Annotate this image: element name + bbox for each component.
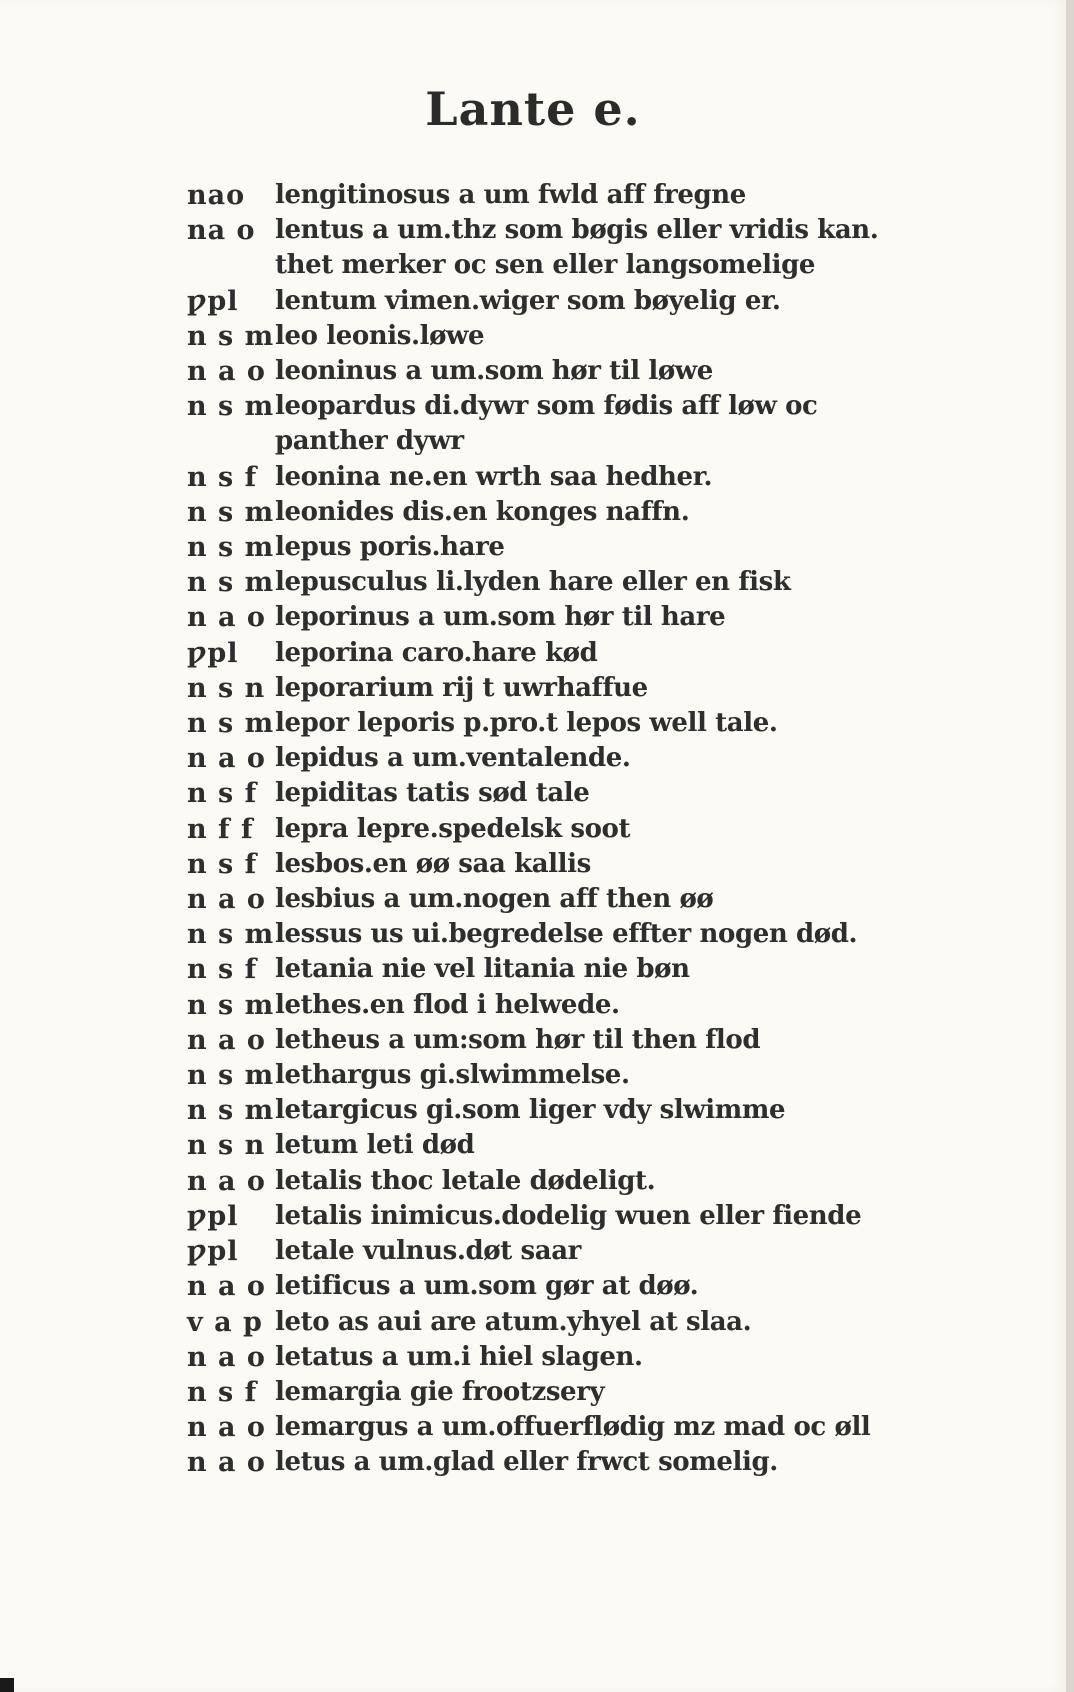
dictionary-entry — [187, 178, 967, 213]
entry-code: n s m — [187, 708, 275, 740]
dictionary-entry — [187, 812, 967, 847]
entry-text — [275, 988, 967, 1023]
dictionary-entry — [187, 1375, 967, 1410]
entry-line: lessus us ui.begredelse effter nogen død. — [275, 919, 858, 950]
entry-line: lesbius a um.nogen aff then øø — [275, 884, 714, 915]
entry-code: n a o — [187, 1271, 266, 1303]
entry-line: leporarium rij t uwrhaffue — [275, 672, 648, 703]
dictionary-entry — [187, 354, 967, 389]
entry-code: n a o — [187, 602, 266, 634]
entry-text — [275, 636, 967, 671]
entry-text — [275, 1164, 967, 1199]
entry-text — [275, 1445, 967, 1480]
entry-text — [275, 1128, 967, 1163]
entry-text — [275, 882, 967, 917]
entry-text — [275, 600, 967, 635]
entry-text — [275, 847, 967, 882]
entry-line: letheus a um:som hør til then flod — [275, 1024, 761, 1055]
entry-line: leonina ne.en wrth saa hedher. — [275, 461, 713, 492]
entry-text — [275, 1410, 967, 1445]
entry-line: lepor leporis p.pro.t lepos well tale. — [275, 708, 778, 739]
dictionary-entry — [187, 636, 967, 671]
entry-line: lentus a um.thz som bøgis eller vridis kan. — [275, 215, 879, 246]
entry-code: ƿpl — [187, 1236, 239, 1268]
dictionary-entry — [187, 776, 967, 811]
entry-code: n s n — [187, 672, 266, 704]
entry-line: lethargus gi.slwimmelse. — [275, 1060, 630, 1091]
dictionary-entry — [187, 284, 967, 319]
entry-line: letalis thoc letale dødeligt. — [275, 1165, 656, 1196]
entry-line: thet merker oc sen eller langsomelige — [275, 250, 816, 281]
entry-text — [275, 178, 967, 213]
dictionary-entries — [187, 178, 967, 1481]
entry-line: lesbos.en øø saa kallis — [275, 848, 591, 879]
entry-text — [275, 354, 967, 389]
entry-line: leto as aui are atum.yhyel at slaa. — [275, 1306, 752, 1337]
entry-code: v a p — [187, 1306, 263, 1338]
dictionary-entry — [187, 1445, 967, 1480]
entry-text — [275, 495, 967, 530]
entry-text — [275, 1305, 967, 1340]
entry-line: lemargia gie frootzsery — [275, 1376, 605, 1407]
dictionary-entry — [187, 1093, 967, 1128]
entry-line: leporina caro.hare kød — [275, 637, 598, 668]
entry-line: lethes.en flod i helwede. — [275, 989, 620, 1020]
entry-code: n s m — [187, 989, 275, 1021]
entry-text — [275, 952, 967, 987]
entry-line: lepiditas tatis sød tale — [275, 778, 590, 809]
entry-code: n s f — [187, 778, 258, 810]
entry-text — [275, 741, 967, 776]
entry-code: n s f — [187, 954, 258, 986]
entry-code: n s f — [187, 848, 258, 880]
dictionary-entry — [187, 1023, 967, 1058]
corner-mark — [0, 1678, 14, 1692]
entry-line: leopardus di.dywr som fødis aff løw oc — [275, 391, 818, 422]
entry-line: leporinus a um.som hør til hare — [275, 602, 726, 633]
entry-text — [275, 1375, 967, 1410]
entry-code: nao — [187, 180, 246, 211]
dictionary-entry — [187, 671, 967, 706]
entry-text — [275, 1093, 967, 1128]
entry-code: n s m — [187, 567, 275, 599]
dictionary-entry — [187, 882, 967, 917]
dictionary-entry — [187, 1234, 967, 1269]
dictionary-entry — [187, 495, 967, 530]
entry-text — [275, 284, 967, 319]
entry-line: lepidus a um.ventalende. — [275, 743, 631, 774]
entry-line: lentum vimen.wiger som bøyelig er. — [275, 285, 781, 316]
entry-code: n a o — [187, 1341, 266, 1373]
dictionary-entry — [187, 1269, 967, 1304]
dictionary-entry — [187, 1305, 967, 1340]
entry-line: leo leonis.løwe — [275, 320, 485, 351]
dictionary-entry — [187, 460, 967, 495]
entry-code: n a o — [187, 1412, 266, 1444]
entry-code: n f f — [187, 813, 254, 845]
entry-code: n a o — [187, 356, 266, 388]
entry-text — [275, 1234, 967, 1269]
entry-line: letatus a um.i hiel slagen. — [275, 1341, 643, 1372]
entry-code: n a o — [187, 1447, 266, 1479]
entry-code: na o — [187, 215, 256, 247]
entry-code: n s m — [187, 320, 275, 352]
entry-text — [275, 1058, 967, 1093]
dictionary-entry — [187, 847, 967, 882]
entry-line: letalis inimicus.dodelig wuen eller fiende — [275, 1200, 862, 1231]
dictionary-entry — [187, 600, 967, 635]
entry-line: lepra lepre.spedelsk soot — [275, 813, 631, 844]
entry-line: lengitinosus a um fwld aff fregne — [275, 180, 746, 210]
dictionary-entry — [187, 741, 967, 776]
entry-line: lepus poris.hare — [275, 532, 505, 563]
entry-text — [275, 389, 967, 459]
dictionary-entry — [187, 988, 967, 1023]
entry-line: letania nie vel litania nie bøn — [275, 954, 690, 985]
entry-code: n s n — [187, 1130, 266, 1162]
entry-code: n s m — [187, 1095, 275, 1127]
entry-text — [275, 1269, 967, 1304]
dictionary-entry — [187, 1128, 967, 1163]
entry-text — [275, 1023, 967, 1058]
entry-text — [275, 671, 967, 706]
entry-code: n a o — [187, 884, 266, 916]
dictionary-entry — [187, 952, 967, 987]
dictionary-entry — [187, 1199, 967, 1234]
page-header: Lante e. — [425, 82, 641, 136]
dictionary-entry — [187, 1058, 967, 1093]
entry-line: leonides dis.en konges naffn. — [275, 496, 690, 527]
dictionary-entry — [187, 917, 967, 952]
entry-line: lepusculus li.lyden hare eller en fisk — [275, 567, 791, 598]
entry-code: n s m — [187, 391, 275, 423]
entry-line: panther dywr — [275, 426, 464, 457]
entry-code: n s f — [187, 461, 258, 493]
entry-code: n a o — [187, 743, 266, 775]
dictionary-entry — [187, 1164, 967, 1199]
entry-line: leoninus a um.som hør til løwe — [275, 356, 713, 387]
dictionary-entry — [187, 530, 967, 565]
dictionary-entry — [187, 213, 967, 283]
entry-code: ƿpl — [187, 1200, 239, 1232]
entry-code: n a o — [187, 1024, 266, 1056]
entry-text — [275, 1340, 967, 1375]
entry-code: n s m — [187, 919, 275, 951]
entry-text — [275, 319, 967, 354]
entry-text — [275, 565, 967, 600]
entry-line: letus a um.glad eller frwct somelig. — [275, 1447, 778, 1478]
entry-text — [275, 530, 967, 565]
entry-line: letum leti død — [275, 1130, 475, 1161]
entry-text — [275, 706, 967, 741]
entry-code: ƿpl — [187, 637, 239, 669]
entry-text — [275, 1199, 967, 1234]
entry-text — [275, 776, 967, 811]
dictionary-entry — [187, 706, 967, 741]
entry-code: n s m — [187, 496, 275, 528]
entry-code: n s m — [187, 1060, 275, 1092]
dictionary-entry — [187, 1410, 967, 1445]
dictionary-entry — [187, 319, 967, 354]
entry-text — [275, 460, 967, 495]
entry-code: n a o — [187, 1165, 266, 1197]
dictionary-entry — [187, 1340, 967, 1375]
dictionary-entry — [187, 565, 967, 600]
entry-line: letargicus gi.som liger vdy slwimme — [275, 1095, 786, 1126]
entry-code: n s f — [187, 1376, 258, 1408]
entry-text — [275, 213, 967, 283]
entry-line: lemargus a um.offuerflødig mz mad oc øll — [275, 1412, 871, 1443]
entry-text — [275, 917, 967, 952]
entry-line: letale vulnus.døt saar — [275, 1236, 581, 1267]
entry-code: ƿpl — [187, 285, 239, 317]
entry-text — [275, 812, 967, 847]
dictionary-entry — [187, 389, 967, 459]
entry-code: n s m — [187, 532, 275, 564]
entry-line: letificus a um.som gør at døø. — [275, 1271, 699, 1302]
